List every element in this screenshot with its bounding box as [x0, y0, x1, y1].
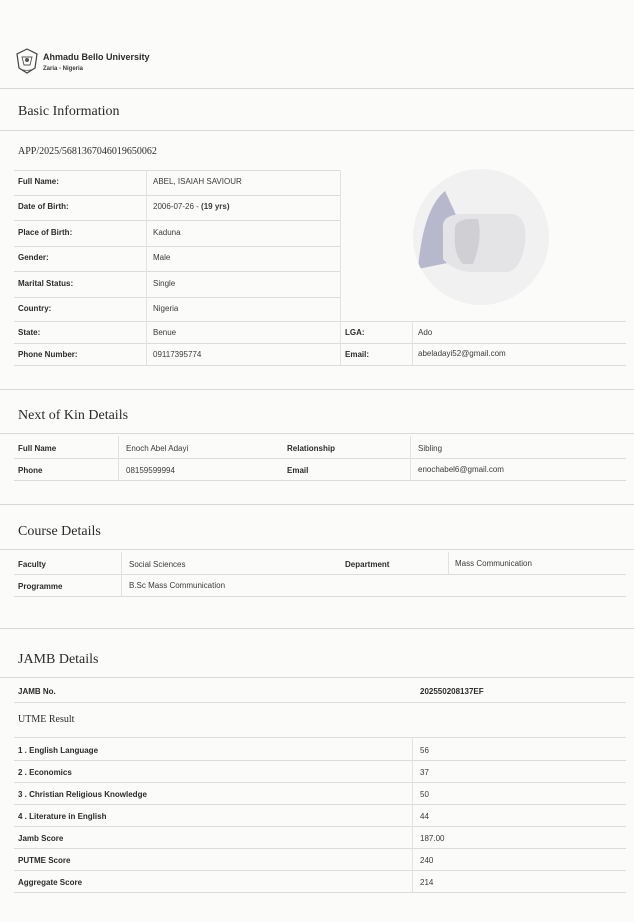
- course-title-divider: [0, 549, 634, 550]
- grid-line: [14, 246, 340, 247]
- country-label: Country:: [18, 304, 52, 313]
- grid-line: [14, 804, 626, 805]
- lga-label: LGA:: [345, 328, 365, 337]
- grid-line: [14, 760, 626, 761]
- dob-value: [153, 202, 230, 211]
- country-value: Nigeria: [153, 304, 179, 313]
- dob-label: Date of Birth:: [18, 202, 69, 211]
- utme-row-value: 44: [420, 812, 429, 821]
- grid-line: [14, 892, 626, 893]
- aggregate-score-value: 214: [420, 878, 434, 887]
- basic-title-divider: [0, 130, 634, 131]
- gender-value: Male: [153, 253, 171, 262]
- kin-title-divider: [0, 433, 634, 434]
- grid-line: [118, 436, 119, 480]
- department-label: Department: [345, 560, 390, 569]
- section-divider: [0, 504, 634, 505]
- grid-line: [412, 737, 413, 892]
- email-value: abeladayi52@gmail.com: [418, 349, 506, 358]
- marital-label: Marital Status:: [18, 279, 74, 288]
- phone-value: 09117395774: [153, 350, 202, 359]
- aggregate-score-label: Aggregate Score: [18, 878, 83, 887]
- university-logo: [15, 48, 39, 74]
- programme-label: Programme: [18, 582, 63, 591]
- grid-line: [340, 170, 341, 365]
- jamb-title-divider: [0, 677, 634, 678]
- grid-line: [14, 458, 626, 459]
- kin-email-value: enochabel6@gmail.com: [418, 465, 504, 474]
- kin-name-label: Full Name: [18, 444, 57, 453]
- jamb-no-value: 202550208137EF: [420, 687, 484, 696]
- utme-result-title: UTME Result: [18, 714, 75, 725]
- grid-line: [146, 170, 147, 365]
- full-name-value: ABEL, ISAIAH SAVIOUR: [153, 177, 242, 186]
- utme-row-value: 50: [420, 790, 429, 799]
- utme-row-label: 1 . English Language: [18, 746, 99, 755]
- kin-relationship-value: Sibling: [418, 444, 443, 453]
- putme-score-label: PUTME Score: [18, 856, 71, 865]
- email-label: Email:: [345, 350, 370, 359]
- gender-label: Gender:: [18, 253, 49, 262]
- programme-value: B.Sc Mass Communication: [129, 581, 226, 590]
- grid-line: [14, 737, 626, 738]
- university-location: Zaria - Nigeria: [43, 66, 84, 72]
- dob-age: (19 yrs): [201, 202, 230, 211]
- grid-line: [14, 195, 340, 196]
- application-number: APP/2025/5681367046019650062: [18, 146, 157, 157]
- grid-line: [14, 702, 626, 703]
- department-value: Mass Communication: [455, 559, 532, 568]
- grid-line: [412, 321, 413, 365]
- jamb-title: JAMB Details: [18, 652, 99, 667]
- grid-line: [14, 220, 340, 221]
- marital-value: Single: [153, 279, 176, 288]
- grid-line: [14, 596, 626, 597]
- section-divider: [0, 389, 634, 390]
- jamb-score-value: 187.00: [420, 834, 445, 843]
- section-divider: [0, 628, 634, 629]
- putme-score-value: 240: [420, 856, 434, 865]
- state-label: State:: [18, 328, 41, 337]
- state-value: Benue: [153, 328, 177, 337]
- jamb-no-label: JAMB No.: [18, 687, 56, 696]
- university-name: Ahmadu Bello University: [43, 52, 150, 62]
- grid-line: [14, 297, 340, 298]
- grid-line: [14, 480, 626, 481]
- basic-info-title: Basic Information: [18, 104, 120, 119]
- utme-row-label: 2 . Economics: [18, 768, 72, 777]
- grid-line: [14, 321, 626, 322]
- grid-line: [14, 848, 626, 849]
- kin-relationship-label: Relationship: [287, 444, 336, 453]
- pob-label: Place of Birth:: [18, 228, 73, 237]
- faculty-label: Faculty: [18, 560, 47, 569]
- pob-value: Kaduna: [153, 228, 181, 237]
- grid-line: [121, 552, 122, 596]
- utme-row-value: 37: [420, 768, 429, 777]
- grid-line: [14, 271, 340, 272]
- grid-line: [14, 826, 626, 827]
- utme-row-value: 56: [420, 746, 429, 755]
- utme-row-label: 3 . Christian Religious Knowledge: [18, 790, 147, 799]
- header-divider: [0, 88, 634, 89]
- faculty-value: Social Sciences: [129, 560, 186, 569]
- grid-line: [14, 170, 340, 171]
- grid-line: [448, 552, 449, 574]
- phone-label: Phone Number:: [18, 350, 78, 359]
- grid-line: [14, 343, 626, 344]
- grid-line: [14, 782, 626, 783]
- utme-row-label: 4 . Literature in English: [18, 812, 107, 821]
- jamb-score-label: Jamb Score: [18, 834, 64, 843]
- grid-line: [14, 870, 626, 871]
- course-title: Course Details: [18, 524, 101, 539]
- kin-name-value: Enoch Abel Adayi: [126, 444, 189, 453]
- lga-value: Ado: [418, 328, 433, 337]
- dob-date: 2006-07-26 -: [153, 202, 202, 211]
- full-name-label: Full Name:: [18, 177, 59, 186]
- grid-line: [14, 365, 626, 366]
- kin-phone-value: 08159599994: [126, 466, 175, 475]
- kin-title: Next of Kin Details: [18, 408, 129, 423]
- grid-line: [14, 574, 626, 575]
- kin-email-label: Email: [287, 466, 309, 475]
- grid-line: [410, 436, 411, 480]
- kin-phone-label: Phone: [18, 466, 43, 475]
- applicant-photo: [413, 169, 549, 305]
